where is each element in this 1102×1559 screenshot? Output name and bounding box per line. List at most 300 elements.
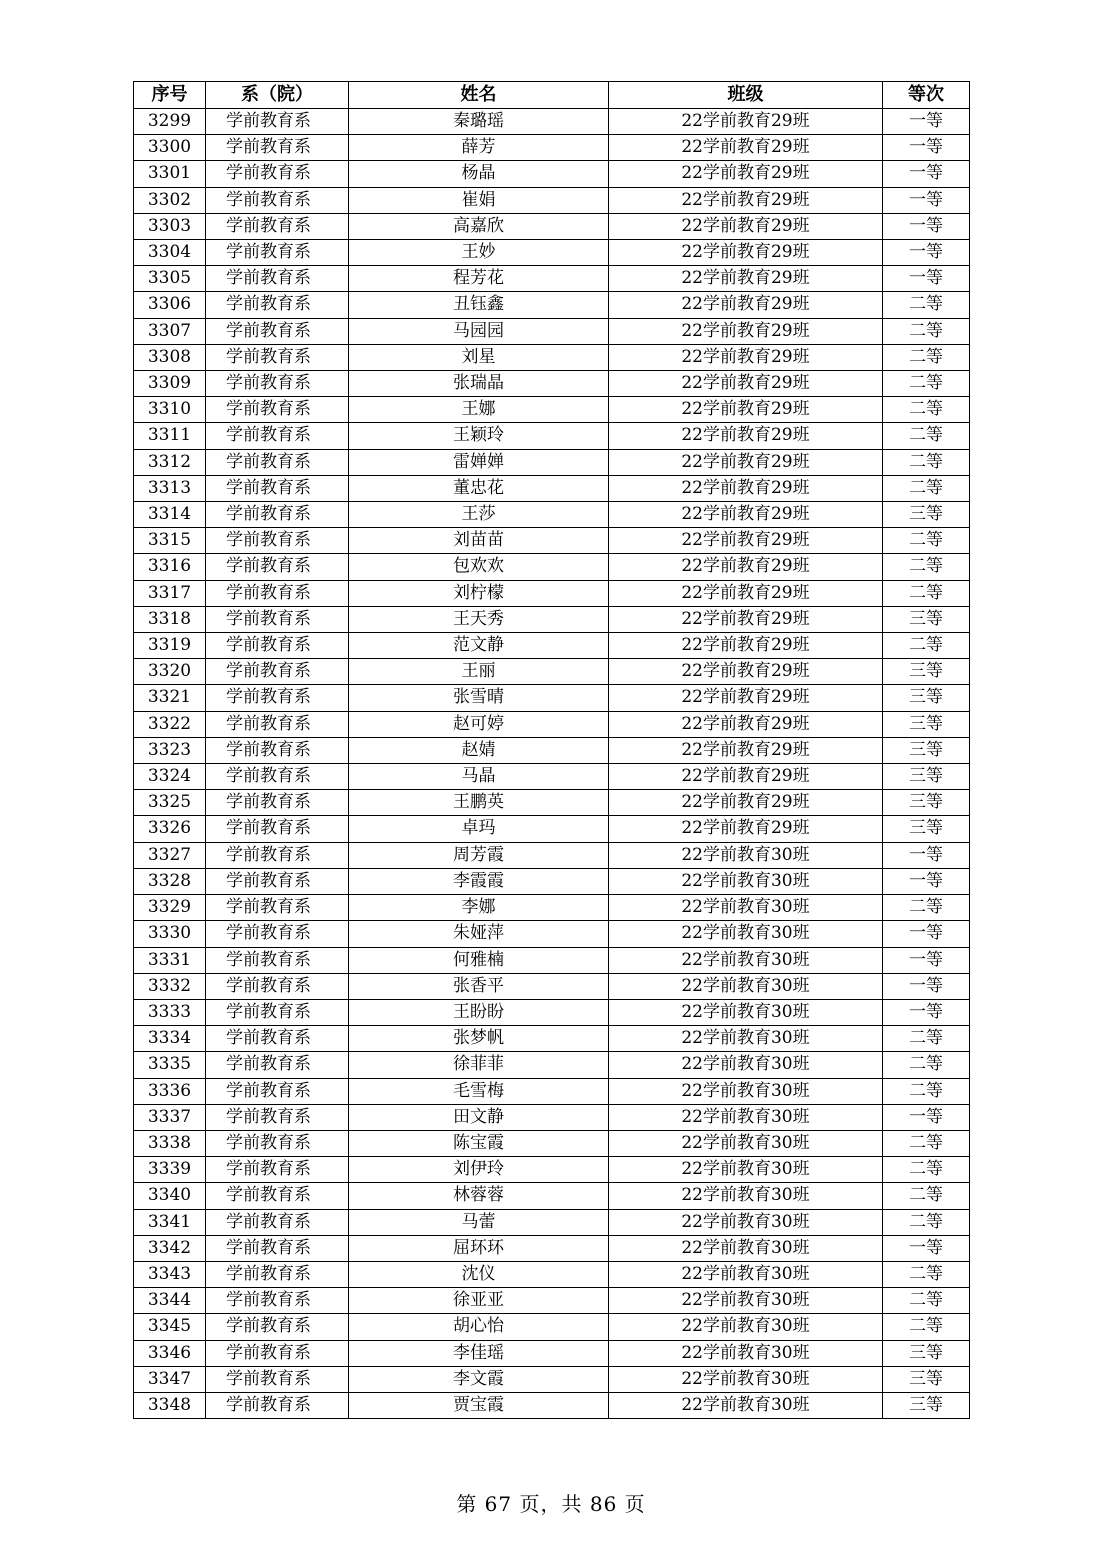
cell-dept: 学前教育系 [206, 266, 349, 292]
cell-name: 屈环环 [349, 1235, 609, 1261]
cell-grade: 一等 [883, 266, 970, 292]
cell-seq: 3309 [134, 371, 206, 397]
cell-name: 雷婵婵 [349, 449, 609, 475]
table-row [134, 423, 970, 449]
cell-seq: 3319 [134, 633, 206, 659]
cell-seq: 3337 [134, 1104, 206, 1130]
table-row [134, 266, 970, 292]
table-row [134, 475, 970, 501]
table-row [134, 554, 970, 580]
cell-seq: 3330 [134, 921, 206, 947]
cell-seq: 3307 [134, 318, 206, 344]
cell-name: 高嘉欣 [349, 213, 609, 239]
header-dept: 系（院） [206, 82, 349, 109]
cell-seq: 3340 [134, 1183, 206, 1209]
table-row [134, 449, 970, 475]
cell-seq: 3323 [134, 737, 206, 763]
cell-seq: 3299 [134, 109, 206, 135]
cell-dept: 学前教育系 [206, 1209, 349, 1235]
cell-class: 22学前教育29班 [609, 292, 883, 318]
cell-dept: 学前教育系 [206, 737, 349, 763]
table-row [134, 685, 970, 711]
cell-seq: 3326 [134, 816, 206, 842]
table-row [134, 1157, 970, 1183]
header-grade: 等次 [883, 82, 970, 109]
cell-seq: 3318 [134, 606, 206, 632]
cell-seq: 3325 [134, 790, 206, 816]
cell-seq: 3324 [134, 764, 206, 790]
cell-grade: 二等 [883, 1314, 970, 1340]
cell-dept: 学前教育系 [206, 633, 349, 659]
table-row [134, 397, 970, 423]
cell-dept: 学前教育系 [206, 1078, 349, 1104]
cell-class: 22学前教育29班 [609, 449, 883, 475]
cell-seq: 3317 [134, 580, 206, 606]
cell-grade: 三等 [883, 685, 970, 711]
cell-dept: 学前教育系 [206, 161, 349, 187]
cell-class: 22学前教育30班 [609, 842, 883, 868]
cell-grade: 三等 [883, 659, 970, 685]
cell-grade: 三等 [883, 764, 970, 790]
cell-grade: 一等 [883, 213, 970, 239]
cell-name: 马蕾 [349, 1209, 609, 1235]
cell-grade: 三等 [883, 606, 970, 632]
cell-dept: 学前教育系 [206, 999, 349, 1025]
cell-dept: 学前教育系 [206, 1366, 349, 1392]
cell-name: 刘伊玲 [349, 1157, 609, 1183]
cell-name: 沈仪 [349, 1261, 609, 1287]
cell-grade: 二等 [883, 344, 970, 370]
cell-grade: 二等 [883, 1078, 970, 1104]
cell-dept: 学前教育系 [206, 1052, 349, 1078]
cell-name: 李娜 [349, 895, 609, 921]
cell-name: 赵可婷 [349, 711, 609, 737]
cell-grade: 二等 [883, 1261, 970, 1287]
cell-dept: 学前教育系 [206, 764, 349, 790]
cell-class: 22学前教育29班 [609, 816, 883, 842]
table-row [134, 606, 970, 632]
cell-name: 朱娅萍 [349, 921, 609, 947]
table-row [134, 1288, 970, 1314]
cell-name: 丑钰鑫 [349, 292, 609, 318]
cell-dept: 学前教育系 [206, 842, 349, 868]
cell-class: 22学前教育30班 [609, 947, 883, 973]
cell-seq: 3302 [134, 187, 206, 213]
cell-grade: 一等 [883, 947, 970, 973]
cell-grade: 二等 [883, 633, 970, 659]
cell-name: 胡心怡 [349, 1314, 609, 1340]
table-row [134, 947, 970, 973]
cell-dept: 学前教育系 [206, 449, 349, 475]
cell-seq: 3343 [134, 1261, 206, 1287]
cell-class: 22学前教育30班 [609, 868, 883, 894]
cell-class: 22学前教育30班 [609, 999, 883, 1025]
cell-dept: 学前教育系 [206, 135, 349, 161]
cell-grade: 三等 [883, 1340, 970, 1366]
cell-dept: 学前教育系 [206, 1183, 349, 1209]
table-body [134, 109, 970, 1419]
table-row [134, 1130, 970, 1156]
cell-name: 徐菲菲 [349, 1052, 609, 1078]
cell-class: 22学前教育29班 [609, 475, 883, 501]
cell-name: 王盼盼 [349, 999, 609, 1025]
cell-name: 程芳花 [349, 266, 609, 292]
cell-dept: 学前教育系 [206, 659, 349, 685]
cell-class: 22学前教育29班 [609, 187, 883, 213]
cell-grade: 二等 [883, 1183, 970, 1209]
cell-dept: 学前教育系 [206, 816, 349, 842]
cell-seq: 3335 [134, 1052, 206, 1078]
cell-class: 22学前教育29班 [609, 344, 883, 370]
cell-grade: 二等 [883, 1157, 970, 1183]
cell-dept: 学前教育系 [206, 1340, 349, 1366]
cell-name: 王妙 [349, 240, 609, 266]
table-row [134, 1366, 970, 1392]
cell-dept: 学前教育系 [206, 397, 349, 423]
cell-name: 赵婧 [349, 737, 609, 763]
cell-class: 22学前教育30班 [609, 1261, 883, 1287]
cell-name: 包欢欢 [349, 554, 609, 580]
cell-seq: 3300 [134, 135, 206, 161]
cell-name: 李霞霞 [349, 868, 609, 894]
cell-seq: 3347 [134, 1366, 206, 1392]
cell-dept: 学前教育系 [206, 423, 349, 449]
cell-seq: 3308 [134, 344, 206, 370]
table-row [134, 921, 970, 947]
cell-class: 22学前教育29班 [609, 240, 883, 266]
cell-dept: 学前教育系 [206, 1261, 349, 1287]
cell-grade: 三等 [883, 790, 970, 816]
cell-dept: 学前教育系 [206, 213, 349, 239]
cell-name: 崔娟 [349, 187, 609, 213]
cell-grade: 一等 [883, 187, 970, 213]
cell-seq: 3306 [134, 292, 206, 318]
cell-grade: 二等 [883, 554, 970, 580]
cell-grade: 三等 [883, 502, 970, 528]
cell-grade: 二等 [883, 292, 970, 318]
cell-seq: 3338 [134, 1130, 206, 1156]
cell-grade: 一等 [883, 109, 970, 135]
cell-name: 李文霞 [349, 1366, 609, 1392]
cell-name: 王鹏英 [349, 790, 609, 816]
cell-grade: 一等 [883, 1104, 970, 1130]
cell-class: 22学前教育29班 [609, 711, 883, 737]
table-row [134, 161, 970, 187]
cell-seq: 3327 [134, 842, 206, 868]
header-row [134, 82, 970, 109]
cell-grade: 一等 [883, 842, 970, 868]
cell-seq: 3336 [134, 1078, 206, 1104]
table-row [134, 659, 970, 685]
cell-seq: 3328 [134, 868, 206, 894]
cell-class: 22学前教育29班 [609, 423, 883, 449]
cell-seq: 3331 [134, 947, 206, 973]
table-row [134, 1026, 970, 1052]
cell-dept: 学前教育系 [206, 344, 349, 370]
table-row [134, 135, 970, 161]
cell-grade: 二等 [883, 1052, 970, 1078]
cell-seq: 3313 [134, 475, 206, 501]
cell-class: 22学前教育29班 [609, 318, 883, 344]
cell-name: 薛芳 [349, 135, 609, 161]
cell-grade: 二等 [883, 528, 970, 554]
table-row [134, 764, 970, 790]
cell-name: 刘星 [349, 344, 609, 370]
cell-class: 22学前教育29班 [609, 371, 883, 397]
table-row [134, 737, 970, 763]
cell-seq: 3303 [134, 213, 206, 239]
cell-class: 22学前教育29班 [609, 161, 883, 187]
cell-grade: 一等 [883, 240, 970, 266]
cell-seq: 3316 [134, 554, 206, 580]
cell-dept: 学前教育系 [206, 947, 349, 973]
cell-seq: 3341 [134, 1209, 206, 1235]
table-row [134, 213, 970, 239]
cell-seq: 3311 [134, 423, 206, 449]
table-row [134, 1235, 970, 1261]
table-row [134, 109, 970, 135]
table-row [134, 842, 970, 868]
cell-dept: 学前教育系 [206, 868, 349, 894]
cell-class: 22学前教育30班 [609, 1366, 883, 1392]
cell-class: 22学前教育29班 [609, 737, 883, 763]
cell-grade: 二等 [883, 1026, 970, 1052]
cell-grade: 三等 [883, 1366, 970, 1392]
cell-name: 林蓉蓉 [349, 1183, 609, 1209]
cell-dept: 学前教育系 [206, 1130, 349, 1156]
cell-grade: 一等 [883, 999, 970, 1025]
cell-class: 22学前教育29班 [609, 528, 883, 554]
cell-class: 22学前教育30班 [609, 1235, 883, 1261]
cell-name: 田文静 [349, 1104, 609, 1130]
cell-grade: 一等 [883, 161, 970, 187]
header-class: 班级 [609, 82, 883, 109]
cell-class: 22学前教育29班 [609, 554, 883, 580]
cell-seq: 3332 [134, 973, 206, 999]
cell-class: 22学前教育30班 [609, 1340, 883, 1366]
cell-grade: 二等 [883, 895, 970, 921]
cell-class: 22学前教育29班 [609, 606, 883, 632]
cell-dept: 学前教育系 [206, 711, 349, 737]
table-row [134, 371, 970, 397]
cell-class: 22学前教育30班 [609, 1130, 883, 1156]
cell-name: 杨晶 [349, 161, 609, 187]
cell-name: 张香平 [349, 973, 609, 999]
table-row [134, 1261, 970, 1287]
cell-seq: 3320 [134, 659, 206, 685]
cell-dept: 学前教育系 [206, 292, 349, 318]
cell-class: 22学前教育30班 [609, 1104, 883, 1130]
cell-seq: 3322 [134, 711, 206, 737]
cell-name: 秦璐瑶 [349, 109, 609, 135]
cell-grade: 二等 [883, 1130, 970, 1156]
cell-name: 徐亚亚 [349, 1288, 609, 1314]
cell-class: 22学前教育30班 [609, 1392, 883, 1418]
table-row [134, 240, 970, 266]
cell-seq: 3334 [134, 1026, 206, 1052]
table-row [134, 790, 970, 816]
cell-dept: 学前教育系 [206, 1314, 349, 1340]
cell-grade: 一等 [883, 868, 970, 894]
cell-dept: 学前教育系 [206, 606, 349, 632]
cell-class: 22学前教育30班 [609, 895, 883, 921]
cell-name: 王娜 [349, 397, 609, 423]
cell-grade: 一等 [883, 135, 970, 161]
cell-name: 贾宝霞 [349, 1392, 609, 1418]
cell-name: 范文静 [349, 633, 609, 659]
cell-seq: 3305 [134, 266, 206, 292]
cell-dept: 学前教育系 [206, 1288, 349, 1314]
table-row [134, 633, 970, 659]
cell-class: 22学前教育29班 [609, 764, 883, 790]
table-header [134, 82, 970, 109]
cell-name: 刘苗苗 [349, 528, 609, 554]
cell-seq: 3315 [134, 528, 206, 554]
header-name: 姓名 [349, 82, 609, 109]
cell-grade: 三等 [883, 1392, 970, 1418]
cell-dept: 学前教育系 [206, 1026, 349, 1052]
cell-dept: 学前教育系 [206, 580, 349, 606]
table-row [134, 1183, 970, 1209]
cell-dept: 学前教育系 [206, 1235, 349, 1261]
cell-dept: 学前教育系 [206, 554, 349, 580]
table-row [134, 187, 970, 213]
cell-dept: 学前教育系 [206, 318, 349, 344]
cell-dept: 学前教育系 [206, 371, 349, 397]
cell-name: 王丽 [349, 659, 609, 685]
table-row [134, 580, 970, 606]
award-table [133, 81, 970, 1419]
cell-name: 王莎 [349, 502, 609, 528]
cell-dept: 学前教育系 [206, 895, 349, 921]
page-number: 第 67 页，共 86 页 [456, 1492, 646, 1516]
cell-seq: 3312 [134, 449, 206, 475]
cell-name: 张雪晴 [349, 685, 609, 711]
cell-seq: 3329 [134, 895, 206, 921]
cell-class: 22学前教育30班 [609, 1078, 883, 1104]
table-row [134, 895, 970, 921]
cell-name: 马园园 [349, 318, 609, 344]
cell-seq: 3304 [134, 240, 206, 266]
cell-dept: 学前教育系 [206, 109, 349, 135]
table-row [134, 1078, 970, 1104]
cell-seq: 3345 [134, 1314, 206, 1340]
cell-dept: 学前教育系 [206, 685, 349, 711]
cell-name: 周芳霞 [349, 842, 609, 868]
cell-seq: 3310 [134, 397, 206, 423]
cell-name: 王天秀 [349, 606, 609, 632]
cell-seq: 3301 [134, 161, 206, 187]
cell-name: 陈宝霞 [349, 1130, 609, 1156]
table-row [134, 1052, 970, 1078]
cell-class: 22学前教育29班 [609, 135, 883, 161]
table-row [134, 711, 970, 737]
cell-dept: 学前教育系 [206, 973, 349, 999]
table-row [134, 1314, 970, 1340]
cell-class: 22学前教育30班 [609, 1288, 883, 1314]
table-row [134, 1340, 970, 1366]
cell-seq: 3344 [134, 1288, 206, 1314]
cell-name: 张梦帆 [349, 1026, 609, 1052]
table-row [134, 1392, 970, 1418]
table-row [134, 292, 970, 318]
cell-class: 22学前教育29班 [609, 502, 883, 528]
cell-grade: 一等 [883, 1235, 970, 1261]
cell-grade: 二等 [883, 449, 970, 475]
cell-class: 22学前教育29班 [609, 790, 883, 816]
cell-name: 何雅楠 [349, 947, 609, 973]
cell-class: 22学前教育30班 [609, 1314, 883, 1340]
cell-dept: 学前教育系 [206, 1392, 349, 1418]
header-seq: 序号 [134, 82, 206, 109]
table-row [134, 1104, 970, 1130]
cell-class: 22学前教育30班 [609, 1183, 883, 1209]
cell-seq: 3342 [134, 1235, 206, 1261]
cell-dept: 学前教育系 [206, 475, 349, 501]
cell-name: 董忠花 [349, 475, 609, 501]
cell-seq: 3346 [134, 1340, 206, 1366]
cell-class: 22学前教育29班 [609, 685, 883, 711]
cell-grade: 一等 [883, 973, 970, 999]
cell-dept: 学前教育系 [206, 790, 349, 816]
cell-grade: 三等 [883, 737, 970, 763]
cell-grade: 二等 [883, 580, 970, 606]
cell-grade: 三等 [883, 816, 970, 842]
cell-class: 22学前教育29班 [609, 266, 883, 292]
cell-seq: 3314 [134, 502, 206, 528]
table-row [134, 344, 970, 370]
cell-name: 王颖玲 [349, 423, 609, 449]
cell-class: 22学前教育30班 [609, 921, 883, 947]
table-row [134, 973, 970, 999]
cell-class: 22学前教育29班 [609, 580, 883, 606]
table-row [134, 1209, 970, 1235]
cell-grade: 三等 [883, 711, 970, 737]
cell-class: 22学前教育29班 [609, 633, 883, 659]
cell-dept: 学前教育系 [206, 1104, 349, 1130]
cell-grade: 二等 [883, 1209, 970, 1235]
cell-class: 22学前教育29班 [609, 213, 883, 239]
cell-grade: 二等 [883, 397, 970, 423]
cell-name: 刘柠檬 [349, 580, 609, 606]
cell-dept: 学前教育系 [206, 187, 349, 213]
cell-class: 22学前教育30班 [609, 1157, 883, 1183]
cell-dept: 学前教育系 [206, 921, 349, 947]
table-row [134, 816, 970, 842]
cell-grade: 二等 [883, 1288, 970, 1314]
cell-class: 22学前教育30班 [609, 1052, 883, 1078]
cell-seq: 3348 [134, 1392, 206, 1418]
cell-grade: 二等 [883, 371, 970, 397]
cell-dept: 学前教育系 [206, 1157, 349, 1183]
cell-grade: 二等 [883, 423, 970, 449]
cell-class: 22学前教育30班 [609, 973, 883, 999]
cell-grade: 二等 [883, 318, 970, 344]
table-row [134, 528, 970, 554]
table-row [134, 999, 970, 1025]
cell-class: 22学前教育30班 [609, 1209, 883, 1235]
cell-name: 毛雪梅 [349, 1078, 609, 1104]
cell-name: 卓玛 [349, 816, 609, 842]
cell-grade: 一等 [883, 921, 970, 947]
cell-class: 22学前教育29班 [609, 397, 883, 423]
table-row [134, 868, 970, 894]
cell-dept: 学前教育系 [206, 502, 349, 528]
cell-class: 22学前教育29班 [609, 109, 883, 135]
cell-seq: 3321 [134, 685, 206, 711]
cell-grade: 二等 [883, 475, 970, 501]
cell-class: 22学前教育29班 [609, 659, 883, 685]
